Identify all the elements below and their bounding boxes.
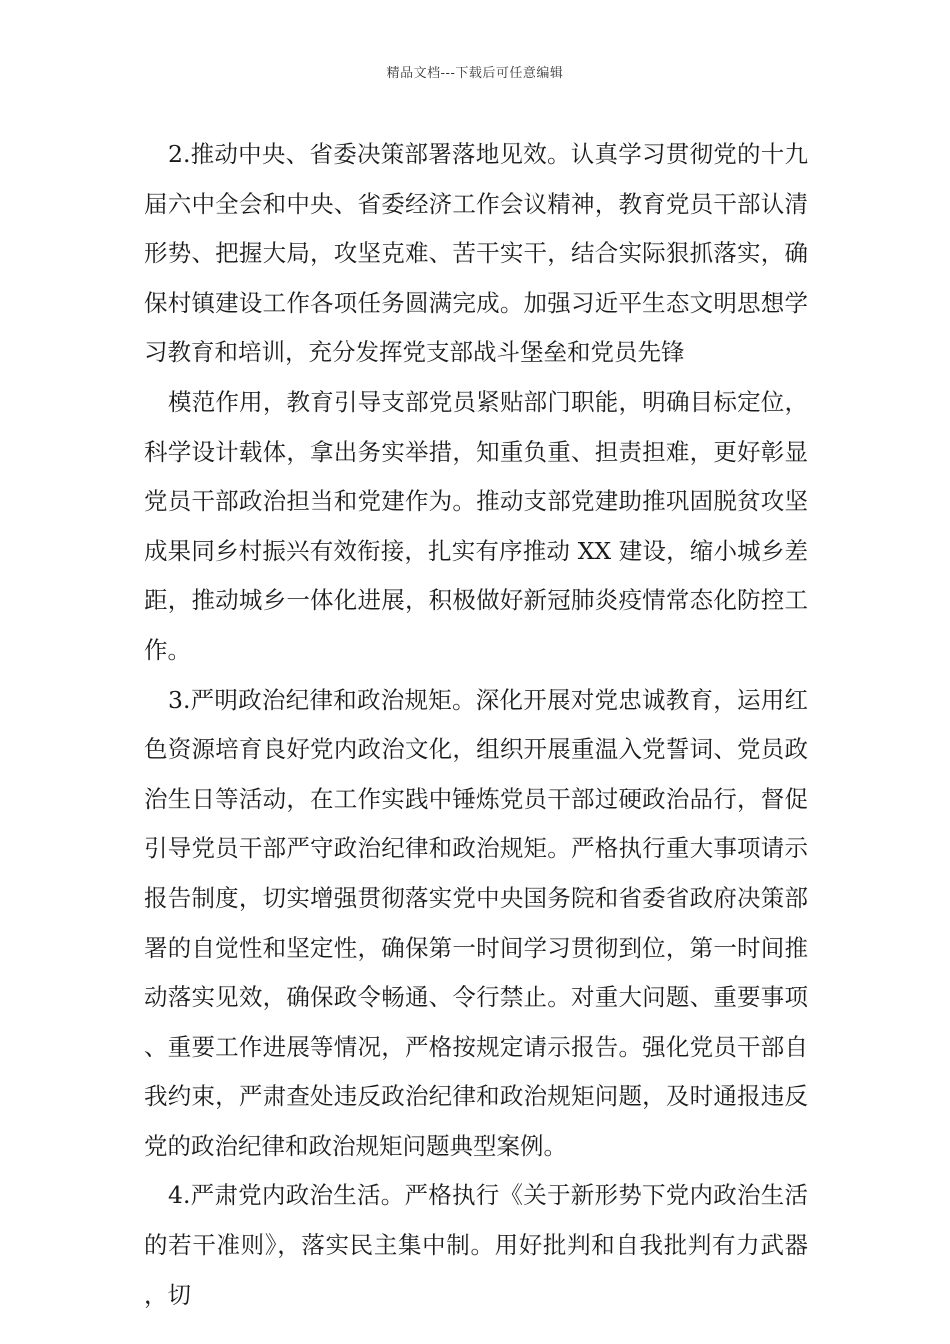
paragraph-4: 4.严肃党内政治生活。严格执行《关于新形势下党内政治生活的若干准则》，落实民主集中制。用好批判和自我批判有力武器，切 <box>144 1181 808 1309</box>
paragraph-3: 3.严明政治纪律和政治规矩。深化开展对党忠诚教育，运用红色资源培育良好党内政治文化，组织开展重温入党誓词、党员政治生日等活动，在工作实践中锤炼党员干部过硬政治品行，督促引导党员干部严守政治纪律和政治规矩。严格执行重大事项请示报告制度，切实增强贯彻落实党中央国务院和省委省政府决策部署的自觉性和坚定性，确保第一时间学习贯彻到位，第一时间推动落实见效，确保政令畅通、令行禁止。对重大问题、重要事项、重要工作进展等情况，严格按规定请示报告。强化党员干部自我约束，严肃查处违反政治纪律和政治规矩问题，及时通报违反党的政治纪律和政治规矩问题典型案例。 <box>144 685 808 1160</box>
paragraph-continuation: 模范作用，教育引导支部党员紧贴部门职能，明确目标定位，科学设计载体，拿出务实举措，知重负重、担责担难，更好彰显党员干部政治担当和党建作为。推动支部党建助推巩固脱贫攻坚成果同乡村振兴有效衔接，扎实有序推动 XX 建设，缩小城乡差距，推动城乡一体化进展，积极做好新冠肺炎疫情常态化防控工作。 <box>144 387 808 664</box>
document-body <box>144 130 808 1320</box>
page-header: 精品文档---下载后可任意编辑 <box>386 66 564 81</box>
paragraph-2: 2.推动中央、省委决策部署落地见效。认真学习贯彻党的十九届六中全会和中央、省委经济工作会议精神，教育党员干部认清形势、把握大局，攻坚克难、苦干实干，结合实际狠抓落实，确保村镇建设工作各项任务圆满完成。加强习近平生态文明思想学习教育和培训，充分发挥党支部战斗堡垒和党员先锋 <box>144 140 808 367</box>
